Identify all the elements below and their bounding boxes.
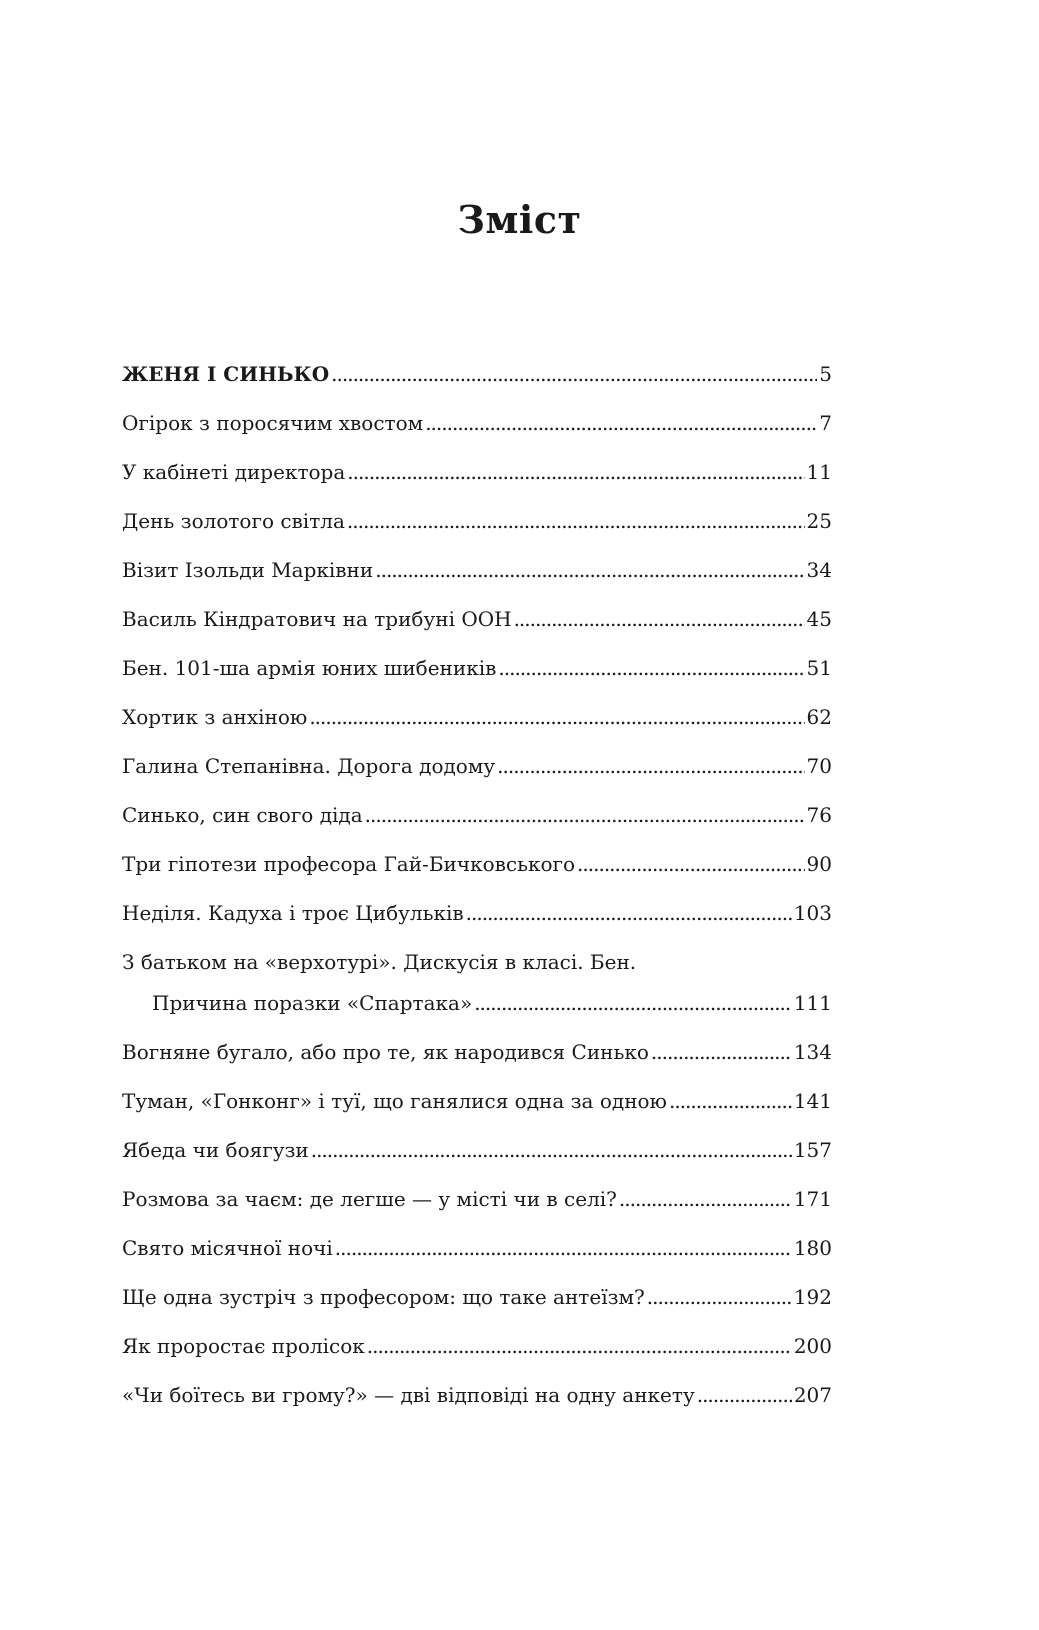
toc-page-number: 200	[793, 1334, 832, 1358]
toc-page-number: 157	[793, 1138, 832, 1162]
toc-entry-title: Хортик з анхіною	[122, 705, 308, 729]
toc-entry-title: Ще одна зустріч з професором: що таке антеїзм?	[122, 1285, 645, 1309]
toc-entry-title: У кабінеті директора	[122, 460, 346, 484]
toc-entry	[122, 354, 832, 403]
dot-leader	[365, 795, 805, 835]
toc-entry	[122, 746, 832, 795]
toc-page-number: 76	[806, 803, 832, 827]
toc-page-number: 111	[793, 991, 832, 1015]
toc-entry-title: Візит Ізольди Марківни	[122, 558, 374, 582]
toc-entry	[122, 795, 832, 844]
dot-leader	[651, 1032, 792, 1072]
dot-leader	[425, 403, 817, 443]
toc-entry	[122, 942, 832, 1032]
dot-leader	[697, 1375, 792, 1415]
dot-leader	[577, 844, 805, 884]
toc-page-number: 45	[806, 607, 832, 631]
toc-entry	[122, 452, 832, 501]
toc-entry-title: Бен. 101-ша армія юних шибеників	[122, 656, 497, 680]
toc-entry-title: Свято місячної ночі	[122, 1236, 333, 1260]
toc-page-number: 7	[819, 411, 832, 435]
toc-entry	[122, 697, 832, 746]
toc-entry-title: Розмова за чаєм: де легше — у місті чи в селі?	[122, 1187, 617, 1211]
toc-page-number: 141	[793, 1089, 832, 1113]
dot-leader	[367, 1326, 792, 1366]
toc-entry-title: Галина Степанівна. Дорога додому	[122, 754, 496, 778]
toc-page-number: 90	[806, 852, 832, 876]
dot-leader	[669, 1081, 792, 1121]
dot-leader	[619, 1179, 792, 1219]
toc-page-number: 51	[806, 656, 832, 680]
toc-entry	[122, 1179, 832, 1228]
toc-page-number: 180	[793, 1236, 832, 1260]
toc-entry-title: ЖЕНЯ І СИНЬКО	[122, 362, 330, 386]
toc-entry	[122, 648, 832, 697]
toc-page-number: 207	[793, 1383, 832, 1407]
dot-leader	[331, 354, 817, 394]
dot-leader	[347, 501, 805, 541]
toc-entry-title-continuation: Причина поразки «Спартака»	[152, 991, 473, 1015]
toc-entry	[122, 1032, 832, 1081]
toc-page-number: 5	[819, 362, 832, 386]
dot-leader	[497, 746, 804, 786]
toc-page-number: 192	[793, 1285, 832, 1309]
toc-entry-title: Синько, син свого діда	[122, 803, 363, 827]
toc-entry-title: Неділя. Кадуха і троє Цибульків	[122, 901, 464, 925]
dot-leader	[474, 983, 792, 1023]
toc-entry	[122, 599, 832, 648]
toc-entry	[122, 1375, 832, 1424]
dot-leader	[335, 1228, 792, 1268]
toc-entry-title: Ябеда чи боягузи	[122, 1138, 309, 1162]
toc-entry-title: Василь Кіндратович на трибуні ООН	[122, 607, 512, 631]
toc-page-number: 70	[806, 754, 832, 778]
toc-entry	[122, 1277, 832, 1326]
dot-leader	[347, 452, 804, 492]
dot-leader	[375, 550, 804, 590]
toc-entry-title: Огірок з поросячим хвостом	[122, 411, 424, 435]
toc-page-number: 103	[793, 901, 832, 925]
toc-entry-title: Три гіпотези професора Гай-Бичковського	[122, 852, 576, 876]
dot-leader	[309, 697, 804, 737]
toc-entry	[122, 1326, 832, 1375]
toc-entry	[122, 550, 832, 599]
toc-entry-title: Вогняне бугало, або про те, як народився Синько	[122, 1040, 649, 1064]
toc-entry	[122, 893, 832, 942]
toc-entry-title: День золотого світла	[122, 509, 345, 533]
toc-entry	[122, 403, 832, 452]
toc-entry	[122, 844, 832, 893]
toc-entry	[122, 1130, 832, 1179]
toc-entry-title: З батьком на «верхотурі». Дискусія в класі. Бен.	[122, 950, 637, 974]
dot-leader	[311, 1130, 792, 1170]
toc-entry-title: Туман, «Гонконг» і туї, що ганялися одна за одною	[122, 1089, 667, 1113]
toc-page-number: 25	[806, 509, 832, 533]
toc-entry	[122, 1081, 832, 1130]
toc-page-number: 11	[806, 460, 832, 484]
page-title: Зміст	[457, 197, 582, 242]
table-of-contents	[122, 354, 832, 1424]
dot-leader	[514, 599, 805, 639]
toc-entry	[122, 501, 832, 550]
toc-page-number: 134	[793, 1040, 832, 1064]
toc-entry-title: «Чи боїтесь ви грому?» — дві відповіді на одну анкету	[122, 1383, 695, 1407]
toc-page-number: 171	[793, 1187, 832, 1211]
toc-page-number: 34	[806, 558, 832, 582]
dot-leader	[498, 648, 804, 688]
dot-leader	[466, 893, 792, 933]
toc-page-number: 62	[806, 705, 832, 729]
dot-leader	[647, 1277, 792, 1317]
toc-entry-title: Як проростає пролісок	[122, 1334, 365, 1358]
toc-entry	[122, 1228, 832, 1277]
